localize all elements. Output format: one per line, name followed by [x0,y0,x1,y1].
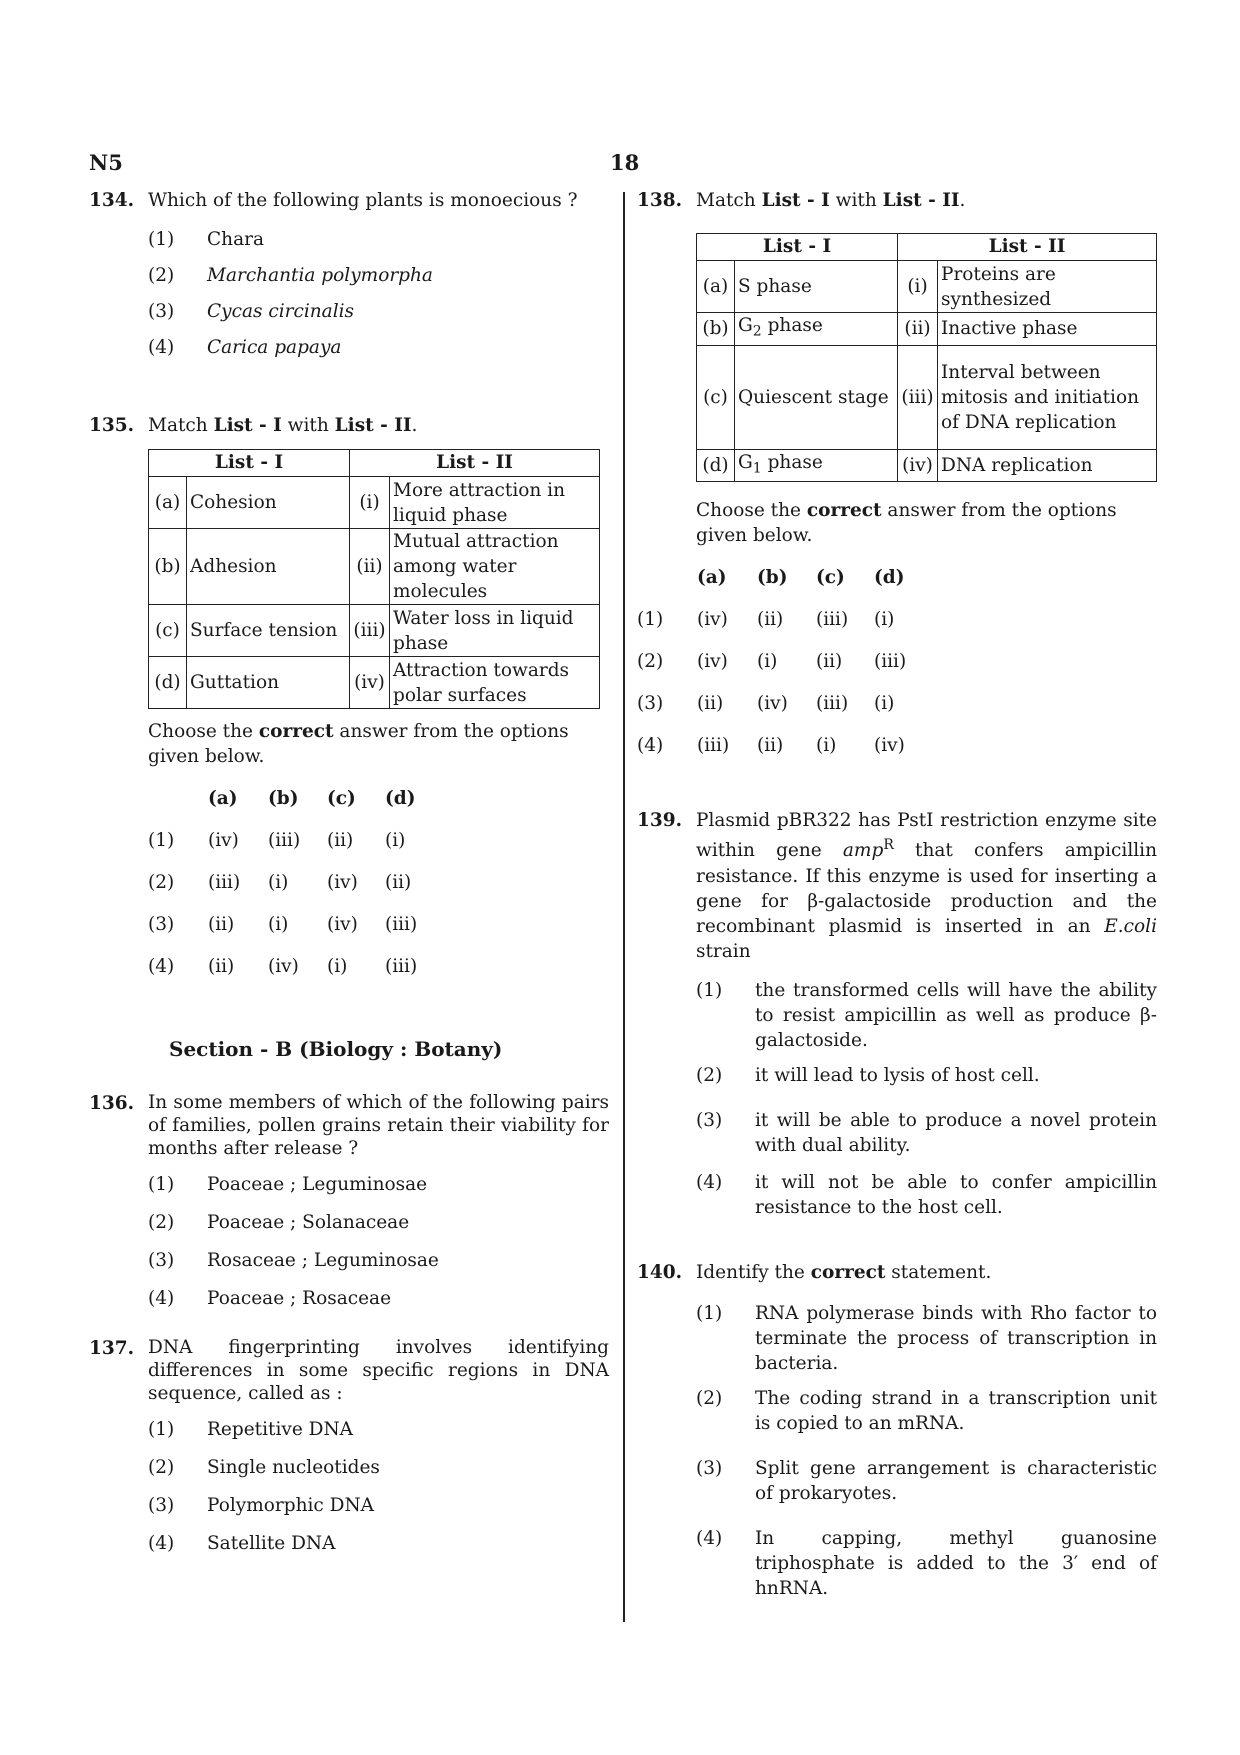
question-text: Which of the following plants is monoecious ? [148,190,578,211]
option-1[interactable] [148,227,609,263]
option-3[interactable] [148,1248,609,1286]
question-137 [89,1336,609,1569]
option-text: Carica papaya [207,337,342,358]
option-4[interactable] [148,1531,609,1569]
option-text: Satellite DNA [207,1533,336,1554]
option-label: (1) [148,229,175,250]
question-number: 137. [89,1338,135,1359]
option-1[interactable]: (1) (iv) (iii) (ii) (i) [148,829,406,851]
question-number: 135. [89,415,135,436]
question-136 [89,1091,609,1324]
option-text: Split gene arrangement is characteristic of prokaryotes. [755,1457,1157,1504]
option-text: it will not be able to confer ampicillin resistance to the host cell. [755,1171,1157,1218]
option-2[interactable] [148,263,609,299]
option-label: (2) [696,1387,723,1409]
question-text: In some members of which of the following pairs of families, pollen grains retain their viability for months after release ? [148,1092,609,1159]
question-138 [637,188,1157,766]
question-text: Match List - I with List - II. [696,190,966,211]
option-1[interactable] [148,1417,609,1455]
list-2-header: List - II [350,450,600,477]
option-4[interactable] [696,1526,1157,1601]
question-140 [637,1260,1157,1601]
option-text: In capping, methyl guanosine triphosphate is added to the 3′ end of hnRNA. [755,1527,1157,1599]
question-139 [637,808,1157,1231]
option-label: (4) [148,337,175,358]
instruction-text: Choose the correct answer from the options given below. [148,721,569,767]
option-text: Repetitive DNA [207,1419,354,1440]
page-number: 18 [610,150,640,175]
question-number: 140. [637,1261,683,1283]
option-3[interactable] [148,299,609,335]
table-row: (b) Adhesion (ii) Mutual attraction among water molecules [149,529,600,605]
option-label: (4) [696,1171,723,1193]
option-text: Marchantia polymorpha [207,265,433,286]
option-text: Rosaceae ; Leguminosae [207,1250,439,1271]
table-row: (d) $G_1$ phase (iv) DNA replication [697,449,1157,482]
option-label: (1) [148,1419,175,1440]
table-row: (c) Quiescent stage (iii) Interval between mitosis and initiation of DNA replication [697,345,1157,449]
option-4[interactable] [696,1170,1157,1232]
question-number: 139. [637,810,683,832]
list-1-header: List - I [697,234,898,261]
table-row: (d) Guttation (iv) Attraction towards polar surfaces [149,657,600,709]
question-text: Match List - I with List - II. [148,415,418,436]
list-2-header: List - II [898,234,1157,261]
table-row: (a) S phase (i) Proteins are synthesized [697,261,1157,313]
list-1-header: List - I [149,450,350,477]
option-label: (3) [696,1109,723,1131]
question-number: 138. [637,190,683,211]
option-4[interactable]: (4) (iii) (ii) (i) (iv) [637,734,905,756]
column-divider [623,192,625,1622]
match-table [696,233,1157,482]
option-4[interactable] [148,335,609,371]
table-row: (a) Cohesion (i) More attraction in liquid phase [149,477,600,529]
question-number: 136. [89,1093,135,1114]
option-4[interactable]: (4) (ii) (iv) (i) (iii) [148,955,418,977]
match-table [148,449,600,709]
option-label: (4) [696,1527,723,1549]
question-text: Plasmid pBR322 has PstI restriction enzyme site within gene amp$^R$ that confers ampicillin resistance. If this enzyme is used for inserting a gene for β-galactoside production and the recombinant plasmid is inserted in an E.coli strain [696,810,1157,962]
option-2[interactable] [696,1386,1157,1456]
option-label: (3) [148,1495,175,1516]
option-text: it will be able to produce a novel protein with dual ability. [755,1109,1157,1156]
option-2[interactable] [148,1455,609,1493]
option-label: (4) [148,1288,175,1309]
option-label: (3) [696,1457,723,1479]
answer-options: (a) (b) (c) (d) (1) (iv) (ii) (iii) (i) (2) (iv) (i) (ii) (iii) (3) (ii) (iv) (iii) (i) (4) (iii) (ii) (i) (iv) [637,556,934,766]
instruction-text: Choose the correct answer from the options given below. [696,500,1117,547]
option-2[interactable]: (2) (iii) (i) (iv) (ii) [148,871,412,893]
option-text: The coding strand in a transcription unit is copied to an mRNA. [755,1387,1157,1434]
right-column [637,188,1157,1601]
left-column [89,188,609,1569]
paper-code: N5 [89,150,123,175]
option-2[interactable] [148,1210,609,1248]
option-label: (2) [148,1212,175,1233]
option-text: Single nucleotides [207,1457,380,1478]
option-label: (2) [148,265,175,286]
option-4[interactable] [148,1286,609,1324]
option-label: (3) [148,301,175,322]
answer-options: (a) (b) (c) (d) (1) (iv) (iii) (ii) (i) (2) (iii) (i) (iv) (ii) (3) (ii) (i) (iv) (iii) (4) (ii) (iv) (i) (iii) [148,777,445,987]
option-label: (1) [148,1174,175,1195]
question-text: Identify the correct statement. [696,1261,992,1283]
option-text: Poaceae ; Leguminosae [207,1174,428,1195]
table-row: (b) $G_2$ phase (ii) Inactive phase [697,313,1157,346]
option-text: Cycas circinalis [207,301,355,322]
option-text: it will lead to lysis of host cell. [755,1064,1040,1086]
option-3[interactable]: (3) (ii) (i) (iv) (iii) [148,913,418,935]
option-1[interactable] [696,1301,1157,1386]
option-label: (1) [696,979,723,1001]
question-number: 134. [89,190,135,211]
option-1[interactable] [696,978,1157,1063]
option-3[interactable] [696,1108,1157,1170]
question-135 [89,413,609,987]
section-title: Section - B (Biology : Botany) [169,1037,503,1061]
option-label: (2) [148,1457,175,1478]
option-label: (3) [148,1250,175,1271]
option-2[interactable]: (2) (iv) (i) (ii) (iii) [637,650,907,672]
option-label: (2) [696,1064,723,1086]
option-1[interactable] [148,1172,609,1210]
option-2[interactable] [696,1063,1157,1108]
option-label: (4) [148,1533,175,1554]
option-text: Poaceae ; Solanaceae [207,1212,410,1233]
option-1[interactable]: (1) (iv) (ii) (iii) (i) [637,608,895,630]
option-label: (1) [696,1302,723,1324]
option-3[interactable] [696,1456,1157,1526]
option-3[interactable]: (3) (ii) (iv) (iii) (i) [637,692,895,714]
question-134 [89,188,609,371]
option-text: Poaceae ; Rosaceae [207,1288,392,1309]
option-text: Chara [207,229,264,250]
option-text: the transformed cells will have the ability to resist ampicillin as well as produce β-galactoside. [755,979,1157,1051]
question-text: DNA fingerprinting involves identifying differences in some specific regions in DNA sequence, called as : [148,1337,609,1404]
option-text: Polymorphic DNA [207,1495,375,1516]
option-text: RNA polymerase binds with Rho factor to terminate the process of transcription in bacteria. [755,1302,1157,1374]
table-row: (c) Surface tension (iii) Water loss in liquid phase [149,605,600,657]
option-3[interactable] [148,1493,609,1531]
